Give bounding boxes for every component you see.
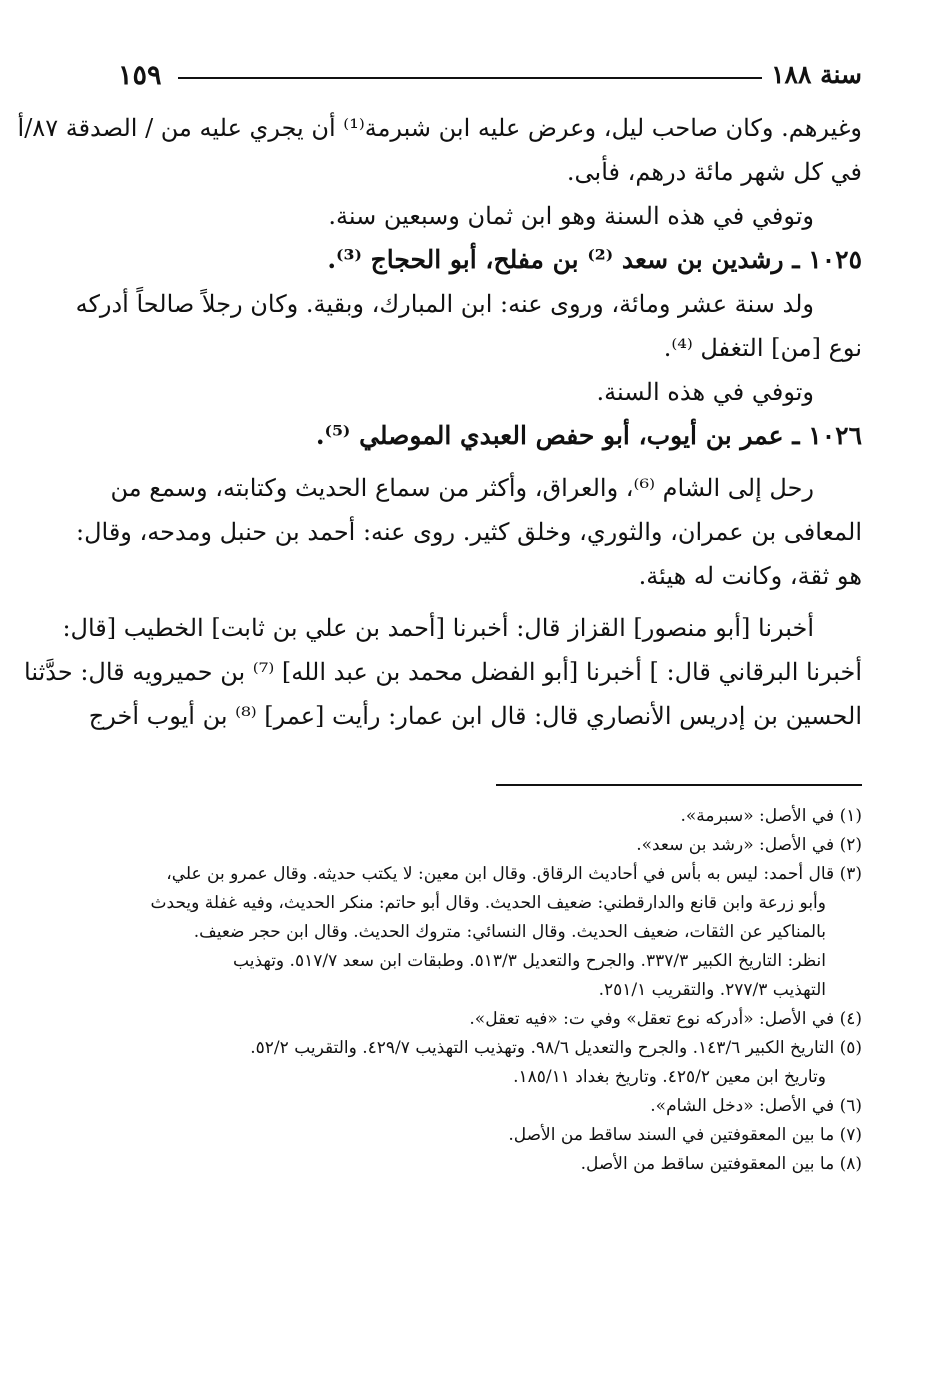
body-line: هو ثقة، وكانت له هيئة. xyxy=(638,562,862,590)
footnote-continuation: انظر: التاريخ الكبير ٣٣٧/٣. والجرح والتعديل ٥١٣/٣. وطبقات ابن سعد ٥١٧/٧. وتهذيب xyxy=(233,951,826,971)
footnote-continuation: بالمناكير عن الثقات، ضعيف الحديث. وقال النسائي: متروك الحديث. وقال ابن حجر ضعيف. xyxy=(193,922,826,942)
footnote: (١) في الأصل: «سبرمة». xyxy=(680,806,862,826)
footnote-continuation: التهذيب ٢٧٧/٣. والتقريب ٢٥١/١. xyxy=(598,980,826,1000)
entry-heading: ١٠٢٥ ـ رشدين بن سعد ⁽²⁾ بن مفلح، أبو الحجاج ⁽³⁾. xyxy=(327,245,862,274)
page-header xyxy=(118,58,862,94)
footnote: (٢) في الأصل: «رشد بن سعد». xyxy=(636,835,862,855)
body-line: رحل إلى الشام ⁽⁶⁾، والعراق، وأكثر من سماع الحديث وكتابته، وسمع من xyxy=(110,474,814,502)
footnotes xyxy=(120,802,862,1179)
header-rule xyxy=(178,77,762,79)
body-line: المعافى بن عمران، والثوري، وخلق كثير. روى عنه: أحمد بن حنبل ومدحه، وقال: xyxy=(76,518,862,546)
body-line: نوع [من] التغفل ⁽⁴⁾. xyxy=(663,334,862,362)
footnote: (٣) قال أحمد: ليس به بأس في أحاديث الرقاق. وقال ابن معين: لا يكتب حديثه. وقال عمرو بن علي، xyxy=(166,864,862,884)
body-line: الحسين بن إدريس الأنصاري قال: قال ابن عمار: رأيت [عمر] ⁽⁸⁾ بن أيوب أخرج xyxy=(88,702,862,730)
body-line: وغيرهم. وكان صاحب ليل، وعرض عليه ابن شبرمة⁽¹⁾ أن يجري عليه من / الصدقة ٨٧/أ xyxy=(17,114,862,142)
footnote-separator xyxy=(496,784,862,786)
body-line: ولد سنة عشر ومائة، وروى عنه: ابن المبارك، وبقية. وكان رجلاً صالحاً أدركه xyxy=(75,290,814,318)
footnote-continuation: وتاريخ ابن معين ٤٢٥/٢. وتاريخ بغداد ١٨٥/١١. xyxy=(513,1067,826,1087)
body-line: أخبرنا البرقاني قال: ] أخبرنا [أبو الفضل محمد بن عبد الله] ⁽⁷⁾ بن حميرويه قال: حدَّثنا xyxy=(24,658,862,686)
entry-heading: ١٠٢٦ ـ عمر بن أيوب، أبو حفص العبدي الموصلي ⁽⁵⁾. xyxy=(315,421,862,450)
body-line: أخبرنا [أبو منصور] القزاز قال: أخبرنا [أحمد بن علي بن ثابت] الخطيب [قال: xyxy=(62,614,814,642)
footnote: (٦) في الأصل: «دخل الشام». xyxy=(650,1096,862,1116)
footnote: (٨) ما بين المعقوفتين ساقط من الأصل. xyxy=(580,1154,862,1174)
main-text xyxy=(17,106,862,738)
paragraph-gap xyxy=(118,458,862,466)
running-title: سنة ١٨٨ xyxy=(771,60,862,89)
footnote-continuation: وأبو زرعة وابن قانع والدارقطني: ضعيف الحديث. وقال أبو حاتم: منكر الحديث، وفيه غفلة ويحدث xyxy=(150,893,826,913)
body-line: في كل شهر مائة درهم، فأبى. xyxy=(566,158,862,186)
page-number: ١٥٩ xyxy=(118,60,162,91)
footnote: (٥) التاريخ الكبير ١٤٣/٦. والجرح والتعديل ٩٨/٦. وتهذيب التهذيب ٤٢٩/٧. والتقريب ٥٢/٢. xyxy=(250,1038,862,1058)
body-line: وتوفي في هذه السنة. xyxy=(596,378,814,406)
footnote: (٧) ما بين المعقوفتين في السند ساقط من الأصل. xyxy=(508,1125,862,1145)
footnote: (٤) في الأصل: «أدركه نوع تعقل» وفي ت: «فيه تعقل». xyxy=(469,1009,862,1029)
paragraph-gap xyxy=(118,598,862,606)
body-line: وتوفي في هذه السنة وهو ابن ثمان وسبعين سنة. xyxy=(328,202,814,230)
